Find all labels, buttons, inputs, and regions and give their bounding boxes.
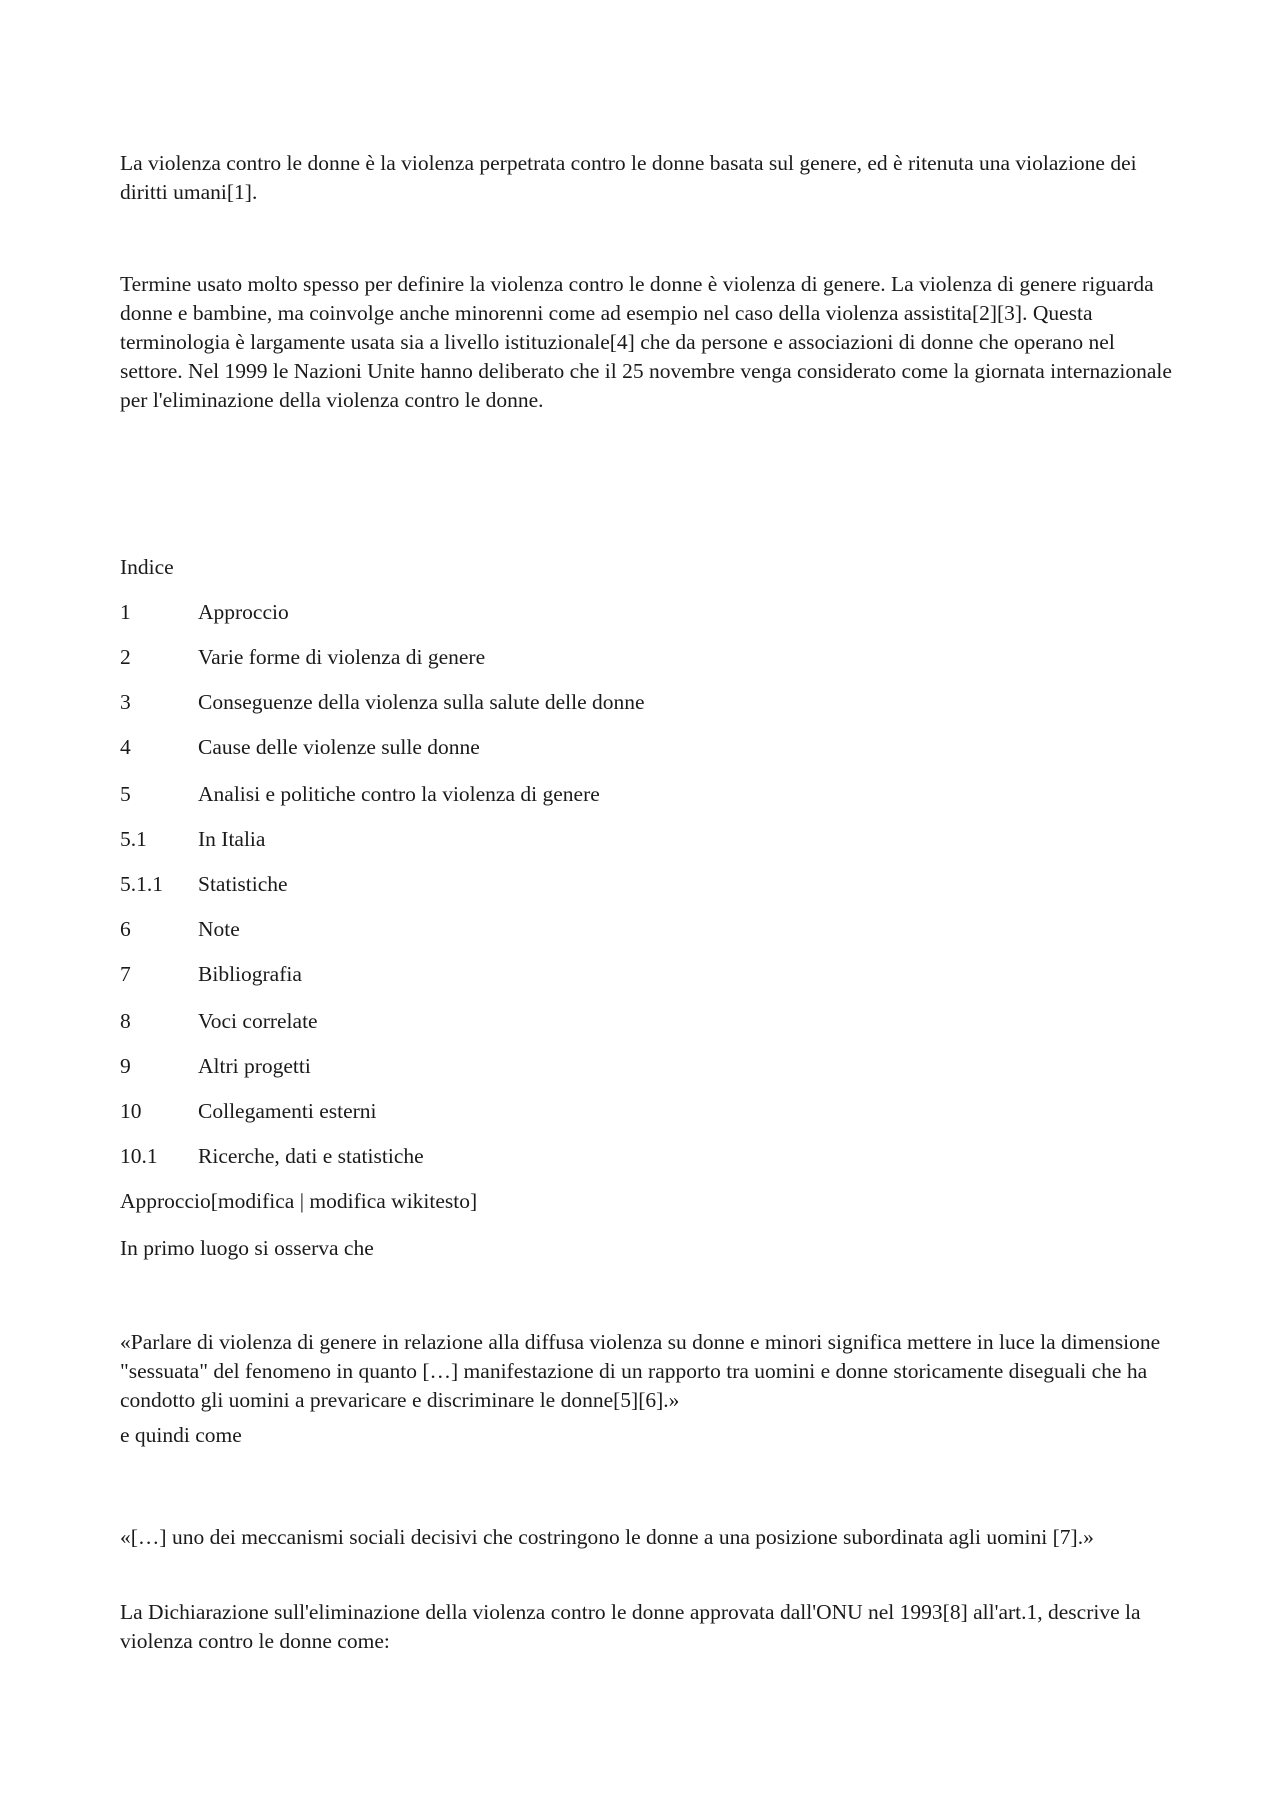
toc-entry[interactable] (120, 643, 1120, 672)
closing-paragraph: La Dichiarazione sull'eliminazione della violenza contro le donne approvata dall'ONU nel 1993[8] all'art.1, descrive la violenza contro le donne come: (120, 1600, 1141, 1653)
toc-label: Approccio (198, 600, 289, 624)
toc-label: Note (198, 917, 240, 941)
toc-number: 2 (120, 645, 131, 669)
toc-entry[interactable] (120, 960, 1120, 989)
toc-number: 10.1 (120, 1144, 158, 1168)
toc-entry[interactable] (120, 780, 1120, 809)
toc-label: Conseguenze della violenza sulla salute delle donne (198, 690, 645, 714)
toc-label: Cause delle violenze sulle donne (198, 735, 480, 759)
toc-number: 3 (120, 690, 131, 714)
toc-entry[interactable] (120, 870, 1120, 899)
toc-label: Voci correlate (198, 1009, 318, 1033)
quote-paragraph: «Parlare di violenza di genere in relazione alla diffusa violenza su donne e minori significa mettere in luce la dimensione "sessuata" del fenomeno in quanto […] manifestazione di un rapporto tra uomini e donne storicamente diseguali che ha condotto gli uomini a prevaricare e discriminare le donne[5][6].» (120, 1330, 1161, 1412)
section-heading: Approccio[modifica | modifica wikitesto] (120, 1189, 478, 1213)
toc-entry[interactable] (120, 1142, 1120, 1171)
toc-entry[interactable] (120, 733, 1120, 762)
toc-number: 6 (120, 917, 131, 941)
toc-number: 8 (120, 1009, 131, 1033)
toc-number: 1 (120, 600, 131, 624)
toc-number: 4 (120, 735, 131, 759)
toc-entry[interactable] (120, 598, 1120, 627)
lead-in-paragraph: In primo luogo si osserva che (120, 1236, 374, 1260)
connector-paragraph: e quindi come (120, 1423, 242, 1447)
toc-number: 7 (120, 962, 131, 986)
toc-entry[interactable] (120, 1052, 1120, 1081)
quote-paragraph: «[…] uno dei meccanismi sociali decisivi che costringono le donne a una posizione subordinata agli uomini [7].» (120, 1525, 1094, 1549)
toc-label: In Italia (198, 827, 266, 851)
toc-entry[interactable] (120, 915, 1120, 944)
toc-number: 9 (120, 1054, 131, 1078)
toc-number: 5 (120, 782, 131, 806)
toc-entry[interactable] (120, 688, 1120, 717)
toc-label: Altri progetti (198, 1054, 311, 1078)
intro-paragraph: La violenza contro le donne è la violenza perpetrata contro le donne basata sul genere, ed è ritenuta una violazione dei diritti umani[1]. (120, 151, 1137, 204)
toc-label: Analisi e politiche contro la violenza di genere (198, 782, 600, 806)
toc-label: Collegamenti esterni (198, 1099, 377, 1123)
toc-title: Indice (120, 555, 174, 579)
toc-entry[interactable] (120, 1097, 1120, 1126)
toc-number: 10 (120, 1099, 142, 1123)
toc-entry[interactable] (120, 825, 1120, 854)
toc-label: Ricerche, dati e statistiche (198, 1144, 424, 1168)
toc-label: Varie forme di violenza di genere (198, 645, 486, 669)
definition-paragraph: Termine usato molto spesso per definire la violenza contro le donne è violenza di genere. La violenza di genere riguarda donne e bambine, ma coinvolge anche minorenni come ad esempio nel caso della violenza assistita[2][3]. Questa terminologia è largamente usata sia a livello istituzionale[4] che da persone e associazioni di donne che operano nel settore. Nel 1999 le Nazioni Unite hanno deliberato che il 25 novembre venga considerato come la giornata internazionale per l'eliminazione della violenza contro le donne. (120, 272, 1172, 412)
toc-entry[interactable] (120, 1007, 1120, 1036)
toc-label: Statistiche (198, 872, 288, 896)
toc-label: Bibliografia (198, 962, 302, 986)
toc-number: 5.1.1 (120, 872, 163, 896)
toc-number: 5.1 (120, 827, 147, 851)
